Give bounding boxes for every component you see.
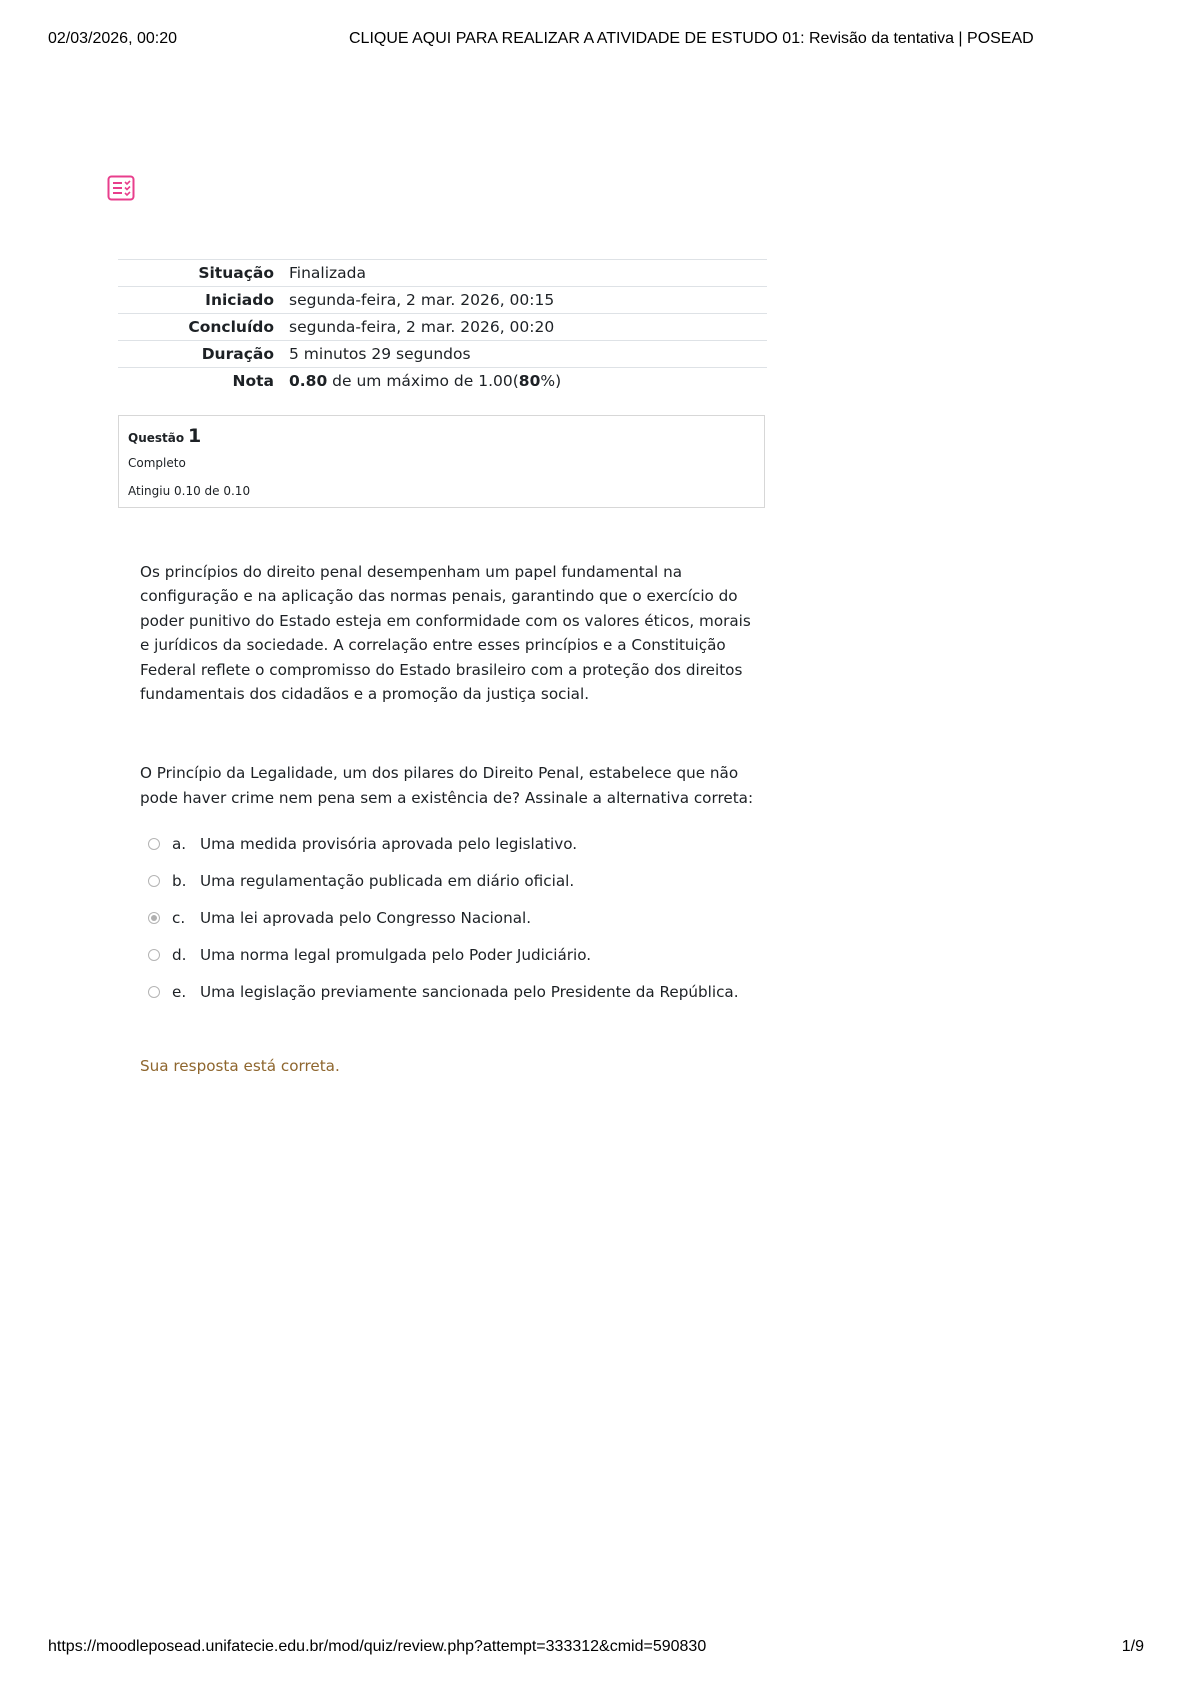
grade-middle: de um máximo de 1.00( — [327, 372, 519, 391]
question-prompt — [140, 746, 760, 825]
summary-row-duracao — [118, 341, 767, 368]
print-datetime: 02/03/2026, 00:20 — [48, 30, 178, 47]
question-info-box — [118, 415, 765, 508]
grade-score: 0.80 — [289, 372, 328, 391]
question-label: Questão — [128, 431, 185, 445]
grade-percent: 80 — [518, 372, 541, 391]
answer-letter: d. — [172, 945, 187, 964]
grade-end: %) — [540, 372, 562, 391]
answer-text: Uma lei aprovada pelo Congresso Nacional. — [200, 908, 532, 927]
summary-row-iniciado — [118, 287, 767, 314]
print-header — [48, 30, 1144, 48]
quiz-icon — [107, 175, 135, 201]
print-footer — [48, 1638, 1144, 1656]
answer-letter: b. — [172, 871, 187, 890]
answer-text: Uma norma legal promulgada pelo Poder Judiciário. — [200, 945, 592, 964]
radio-button-checked[interactable] — [148, 912, 160, 924]
answer-option-e[interactable] — [148, 973, 739, 1010]
question-number-value: 1 — [187, 425, 202, 447]
summary-row-concluido — [118, 314, 767, 341]
question-intro-text: Os princípios do direito penal desempenham um papel fundamental na configuração e na aplicação das normas penais, garantindo que o exercício do poder punitivo do Estado esteja em conformidade com os valores éticos, morais e jurídicos da sociedade. A correlação entre esses princípios e a Constituição Federal reflete o compromisso do Estado brasileiro com a proteção dos direitos fundamentais dos cidadãos e a promoção da justiça social. — [140, 563, 751, 704]
summary-value: Finalizada — [289, 264, 367, 282]
summary-label: Situação — [198, 264, 274, 282]
summary-row-situacao — [118, 260, 767, 287]
answer-option-d[interactable] — [148, 936, 739, 973]
summary-value: 5 minutos 29 segundos — [289, 345, 471, 363]
answer-options — [148, 825, 739, 1010]
summary-label: Duração — [201, 345, 274, 363]
question-number — [128, 425, 201, 447]
summary-row-nota — [118, 368, 767, 395]
print-page-number: 1/9 — [1121, 1638, 1144, 1655]
answer-feedback: Sua resposta está correta. — [140, 1057, 340, 1075]
answer-option-c[interactable] — [148, 899, 739, 936]
summary-label: Concluído — [188, 318, 274, 336]
print-page-title: CLIQUE AQUI PARA REALIZAR A ATIVIDADE DE ESTUDO 01: Revisão da tentativa | POSEAD — [349, 30, 1034, 47]
answer-option-b[interactable] — [148, 862, 739, 899]
radio-button[interactable] — [148, 986, 160, 998]
question-state: Completo — [128, 456, 186, 470]
question-intro — [140, 560, 760, 706]
attempt-summary-table — [118, 259, 767, 395]
print-url: https://moodleposead.unifatecie.edu.br/mod/quiz/review.php?attempt=333312&cmid=590830 — [48, 1638, 707, 1655]
question-prompt-text: O Princípio da Legalidade, um dos pilares do Direito Penal, estabelece que não pode haver crime nem pena sem a existência de? Assinale a alternativa correta: — [140, 764, 754, 807]
answer-letter: c. — [172, 908, 186, 927]
summary-value: segunda-feira, 2 mar. 2026, 00:20 — [289, 318, 555, 336]
answer-text: Uma legislação previamente sancionada pelo Presidente da República. — [200, 982, 739, 1001]
radio-button[interactable] — [148, 838, 160, 850]
summary-value: segunda-feira, 2 mar. 2026, 00:15 — [289, 291, 555, 309]
summary-label: Iniciado — [205, 291, 274, 309]
answer-option-a[interactable] — [148, 825, 739, 862]
summary-grade-value — [289, 368, 767, 395]
radio-button[interactable] — [148, 875, 160, 887]
question-grade: Atingiu 0.10 de 0.10 — [128, 484, 251, 498]
answer-letter: e. — [172, 982, 187, 1001]
answer-text: Uma regulamentação publicada em diário oficial. — [200, 871, 575, 890]
radio-button[interactable] — [148, 949, 160, 961]
answer-text: Uma medida provisória aprovada pelo legislativo. — [200, 834, 578, 853]
answer-letter: a. — [172, 834, 187, 853]
summary-label: Nota — [232, 372, 274, 391]
